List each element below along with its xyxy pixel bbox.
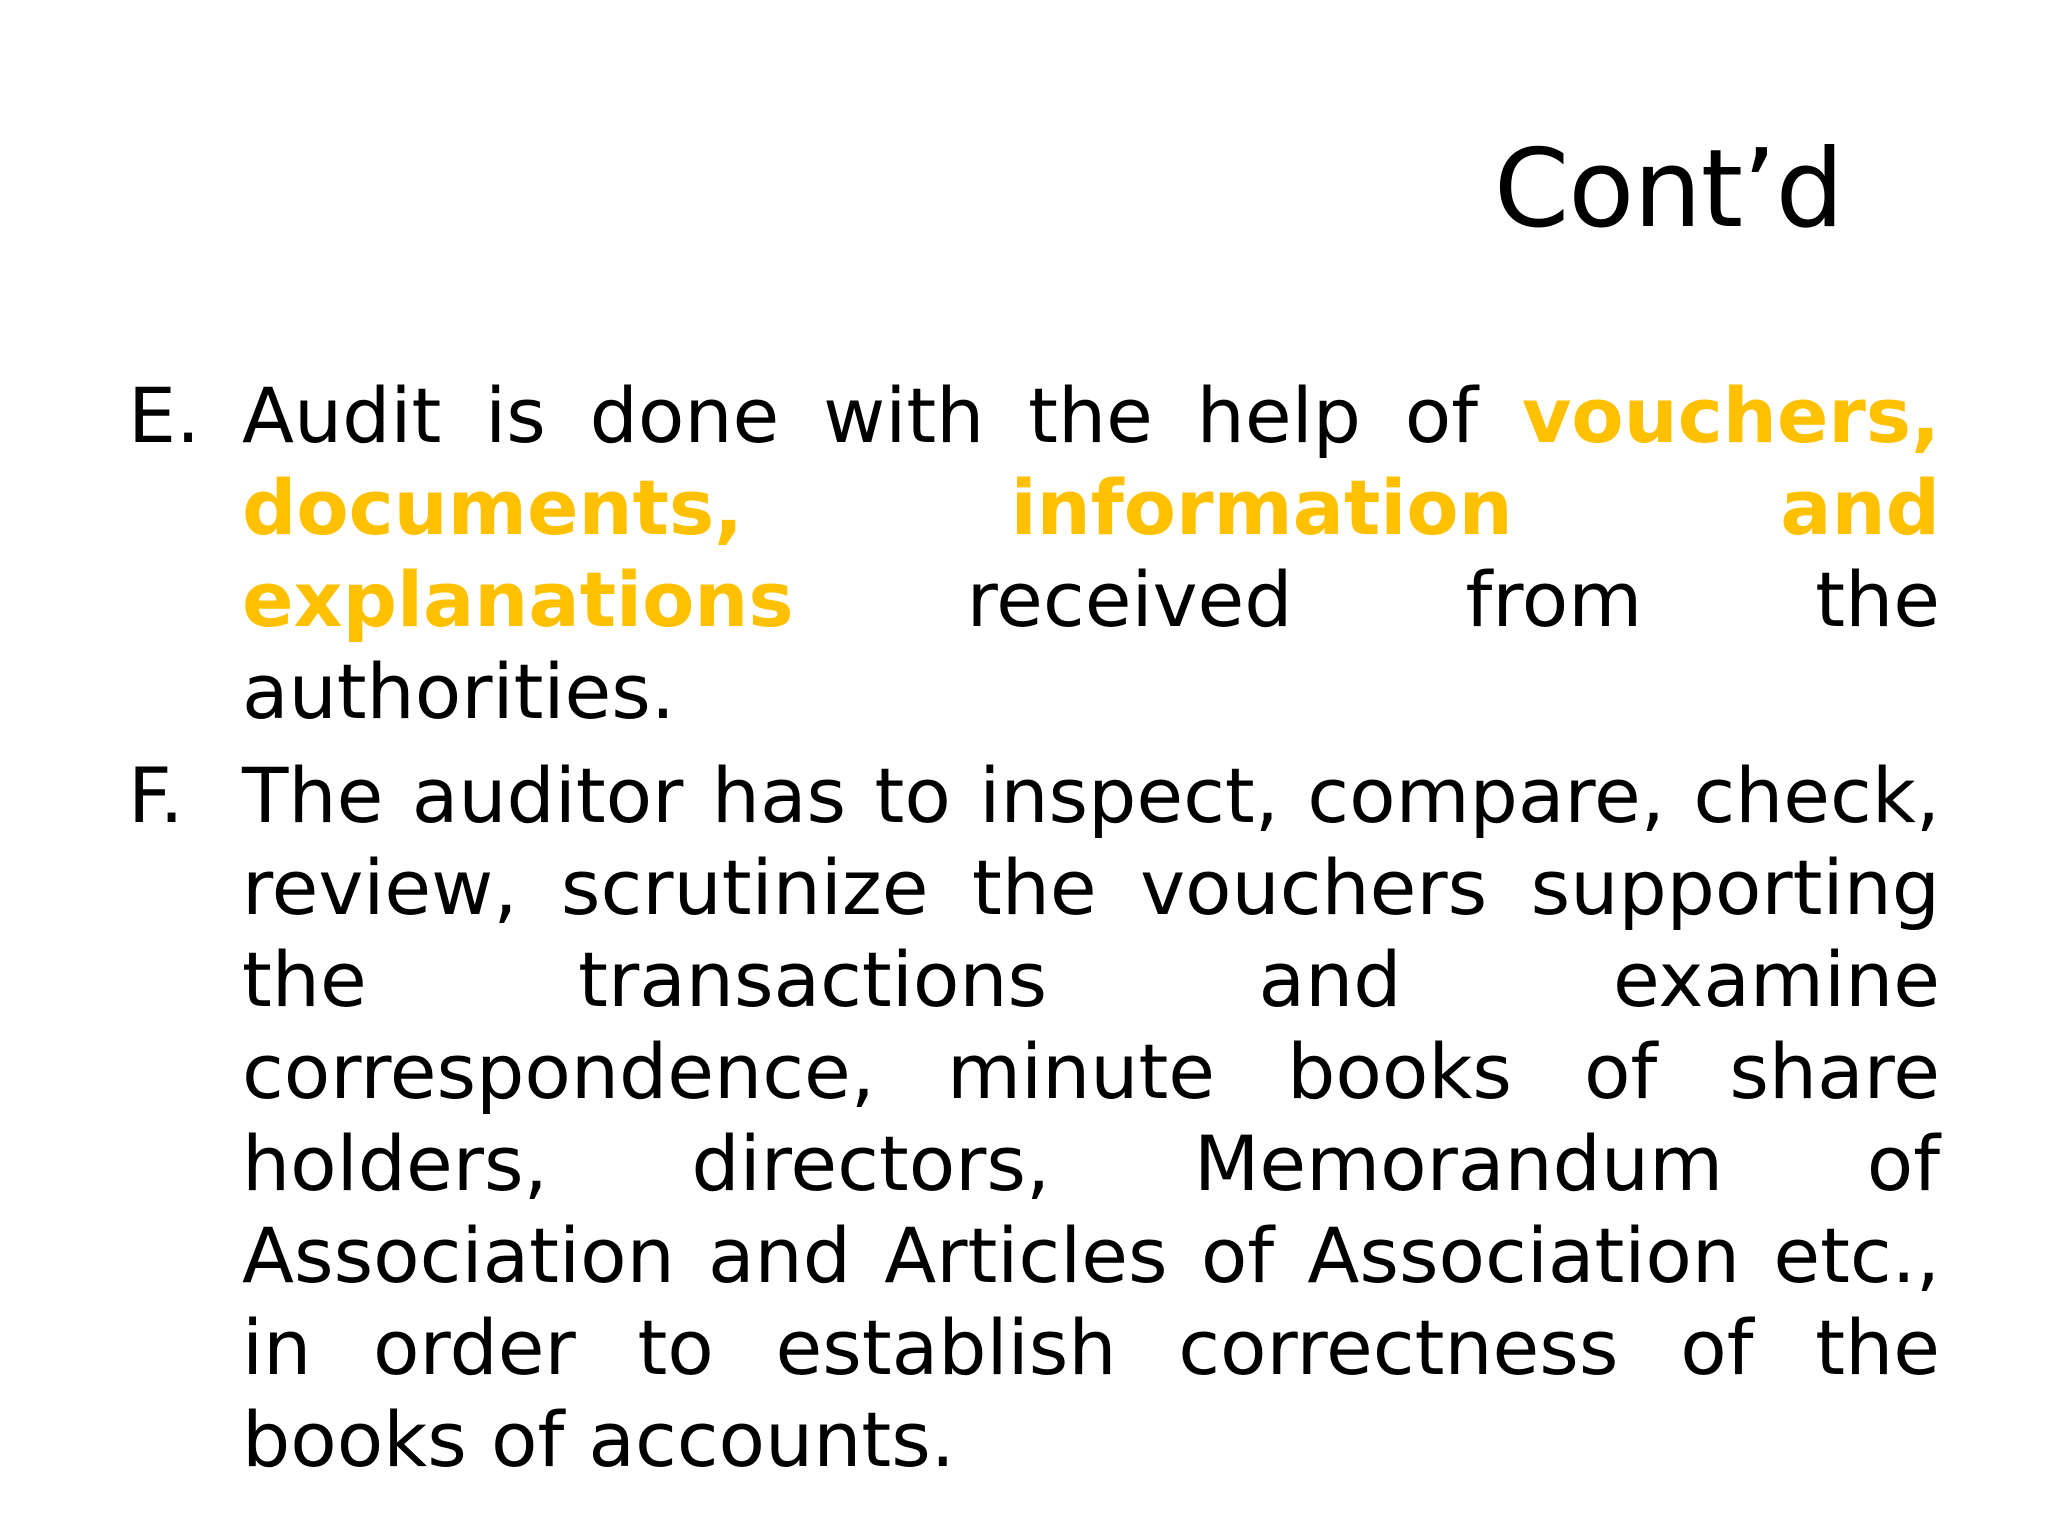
item-e-text-after: received from the authorities. [242,555,1940,736]
list-marker-f: F. [128,751,184,840]
list-marker-e: E. [128,371,201,460]
list-item-e [128,370,1940,738]
item-e-highlight: vouchers, documents, information and explanations [242,371,1940,644]
slide-body [128,370,1940,1498]
list-item-f [128,750,1940,1486]
slide-title: Cont’d [1493,127,1843,252]
item-f-text: The auditor has to inspect, compare, check, review, scrutinize the vouchers supporting the transactions and examine correspondence, minute books of share holders, directors, Memorandum of Association and Articles of Association etc., in order to establish correctness of the books of accounts. [242,751,1940,1484]
item-e-text-before: Audit is done with the help of [242,371,1479,460]
